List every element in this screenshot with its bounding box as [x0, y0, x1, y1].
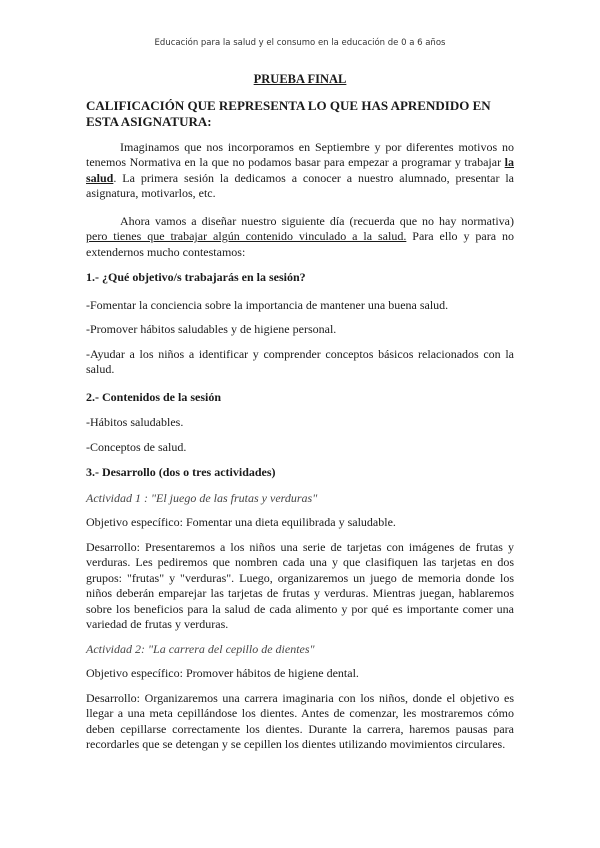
- activity-1-title: Actividad 1 : "El juego de las frutas y verduras": [86, 490, 318, 505]
- intro-2-text-b: Para ello y para no extendernos mucho contestamos:: [86, 229, 514, 259]
- content-item: -Conceptos de salud.: [86, 439, 187, 454]
- objective-item: -Ayudar a los niños a identificar y comprender conceptos básicos relacionados con la salud.: [86, 346, 514, 376]
- assignment-heading: CALIFICACIÓN QUE REPRESENTA LO QUE HAS APRENDIDO EN ESTA ASIGNATURA:: [86, 97, 491, 129]
- intro-1-text-b: . La primera sesión la dedicamos a conocer a nuestro alumnado, presentar la asignatura, motivarlos, etc.: [86, 170, 514, 200]
- intro-2-text-a: Ahora vamos a diseñar nuestro siguiente día (recuerda que no hay normativa): [120, 213, 514, 228]
- page-title: PRUEBA FINAL: [253, 72, 347, 86]
- objective-item: -Fomentar la conciencia sobre la importancia de mantener una buena salud.: [86, 297, 449, 312]
- intro-1-bold: la salud: [86, 155, 514, 185]
- document-body: [86, 72, 514, 753]
- intro-paragraph-2: [86, 214, 514, 261]
- intro-2-underlined: pero tienes que trabajar algún contenido vinculado a la salud.: [86, 229, 407, 243]
- objective-item: -Promover hábitos saludables y de higiene personal.: [86, 322, 337, 336]
- intro-paragraph-1: [86, 140, 514, 202]
- section-2-heading: 2.- Contenidos de la sesión: [86, 389, 222, 404]
- activity-2-development: Desarrollo: Organizaremos una carrera imaginaria con los niños, donde el objetivo es llegar a una meta cepillándose los dientes. Antes de comenzar, les mostraremos cómo deben cepillarse correctamente los dientes. Durante la carrera, haremos pausas para recordarles que se detengan y se cepillen los dientes utilizando movimientos circulares.: [86, 690, 514, 751]
- activity-1-development: Desarrollo: Presentaremos a los niños una serie de tarjetas con imágenes de frutas y verduras. Les pediremos que nombren cada una y que clasifiquen las tarjetas en dos grupos: "frutas" y "verduras". Luego, organizaremos un juego de memoria donde los niños deberán emparejar las tarjetas de frutas y verduras. Mientras juegan, hablaremos sobre los beneficios para la salud de cada alimento y por qué es importante comer una variedad de frutas y verduras.: [86, 539, 514, 631]
- section-1-heading: 1.- ¿Qué objetivo/s trabajarás en la sesión?: [86, 270, 306, 284]
- activity-2-title: Actividad 2: "La carrera del cepillo de dientes": [86, 641, 315, 656]
- activity-1-objective: Objetivo específico: Fomentar una dieta equilibrada y saludable.: [86, 515, 396, 529]
- running-header: Educación para la salud y el consumo en la educación de 0 a 6 años: [154, 38, 446, 48]
- section-3-heading: 3.- Desarrollo (dos o tres actividades): [86, 465, 276, 479]
- content-item: -Hábitos saludables.: [86, 415, 184, 429]
- activity-2-objective: Objetivo específico: Promover hábitos de higiene dental.: [86, 666, 359, 680]
- intro-1-text-a: Imaginamos que nos incorporamos en Septiembre y por diferentes motivos no tenemos Normativa en la que no podamos basar para empezar a programar y trabajar: [86, 139, 514, 169]
